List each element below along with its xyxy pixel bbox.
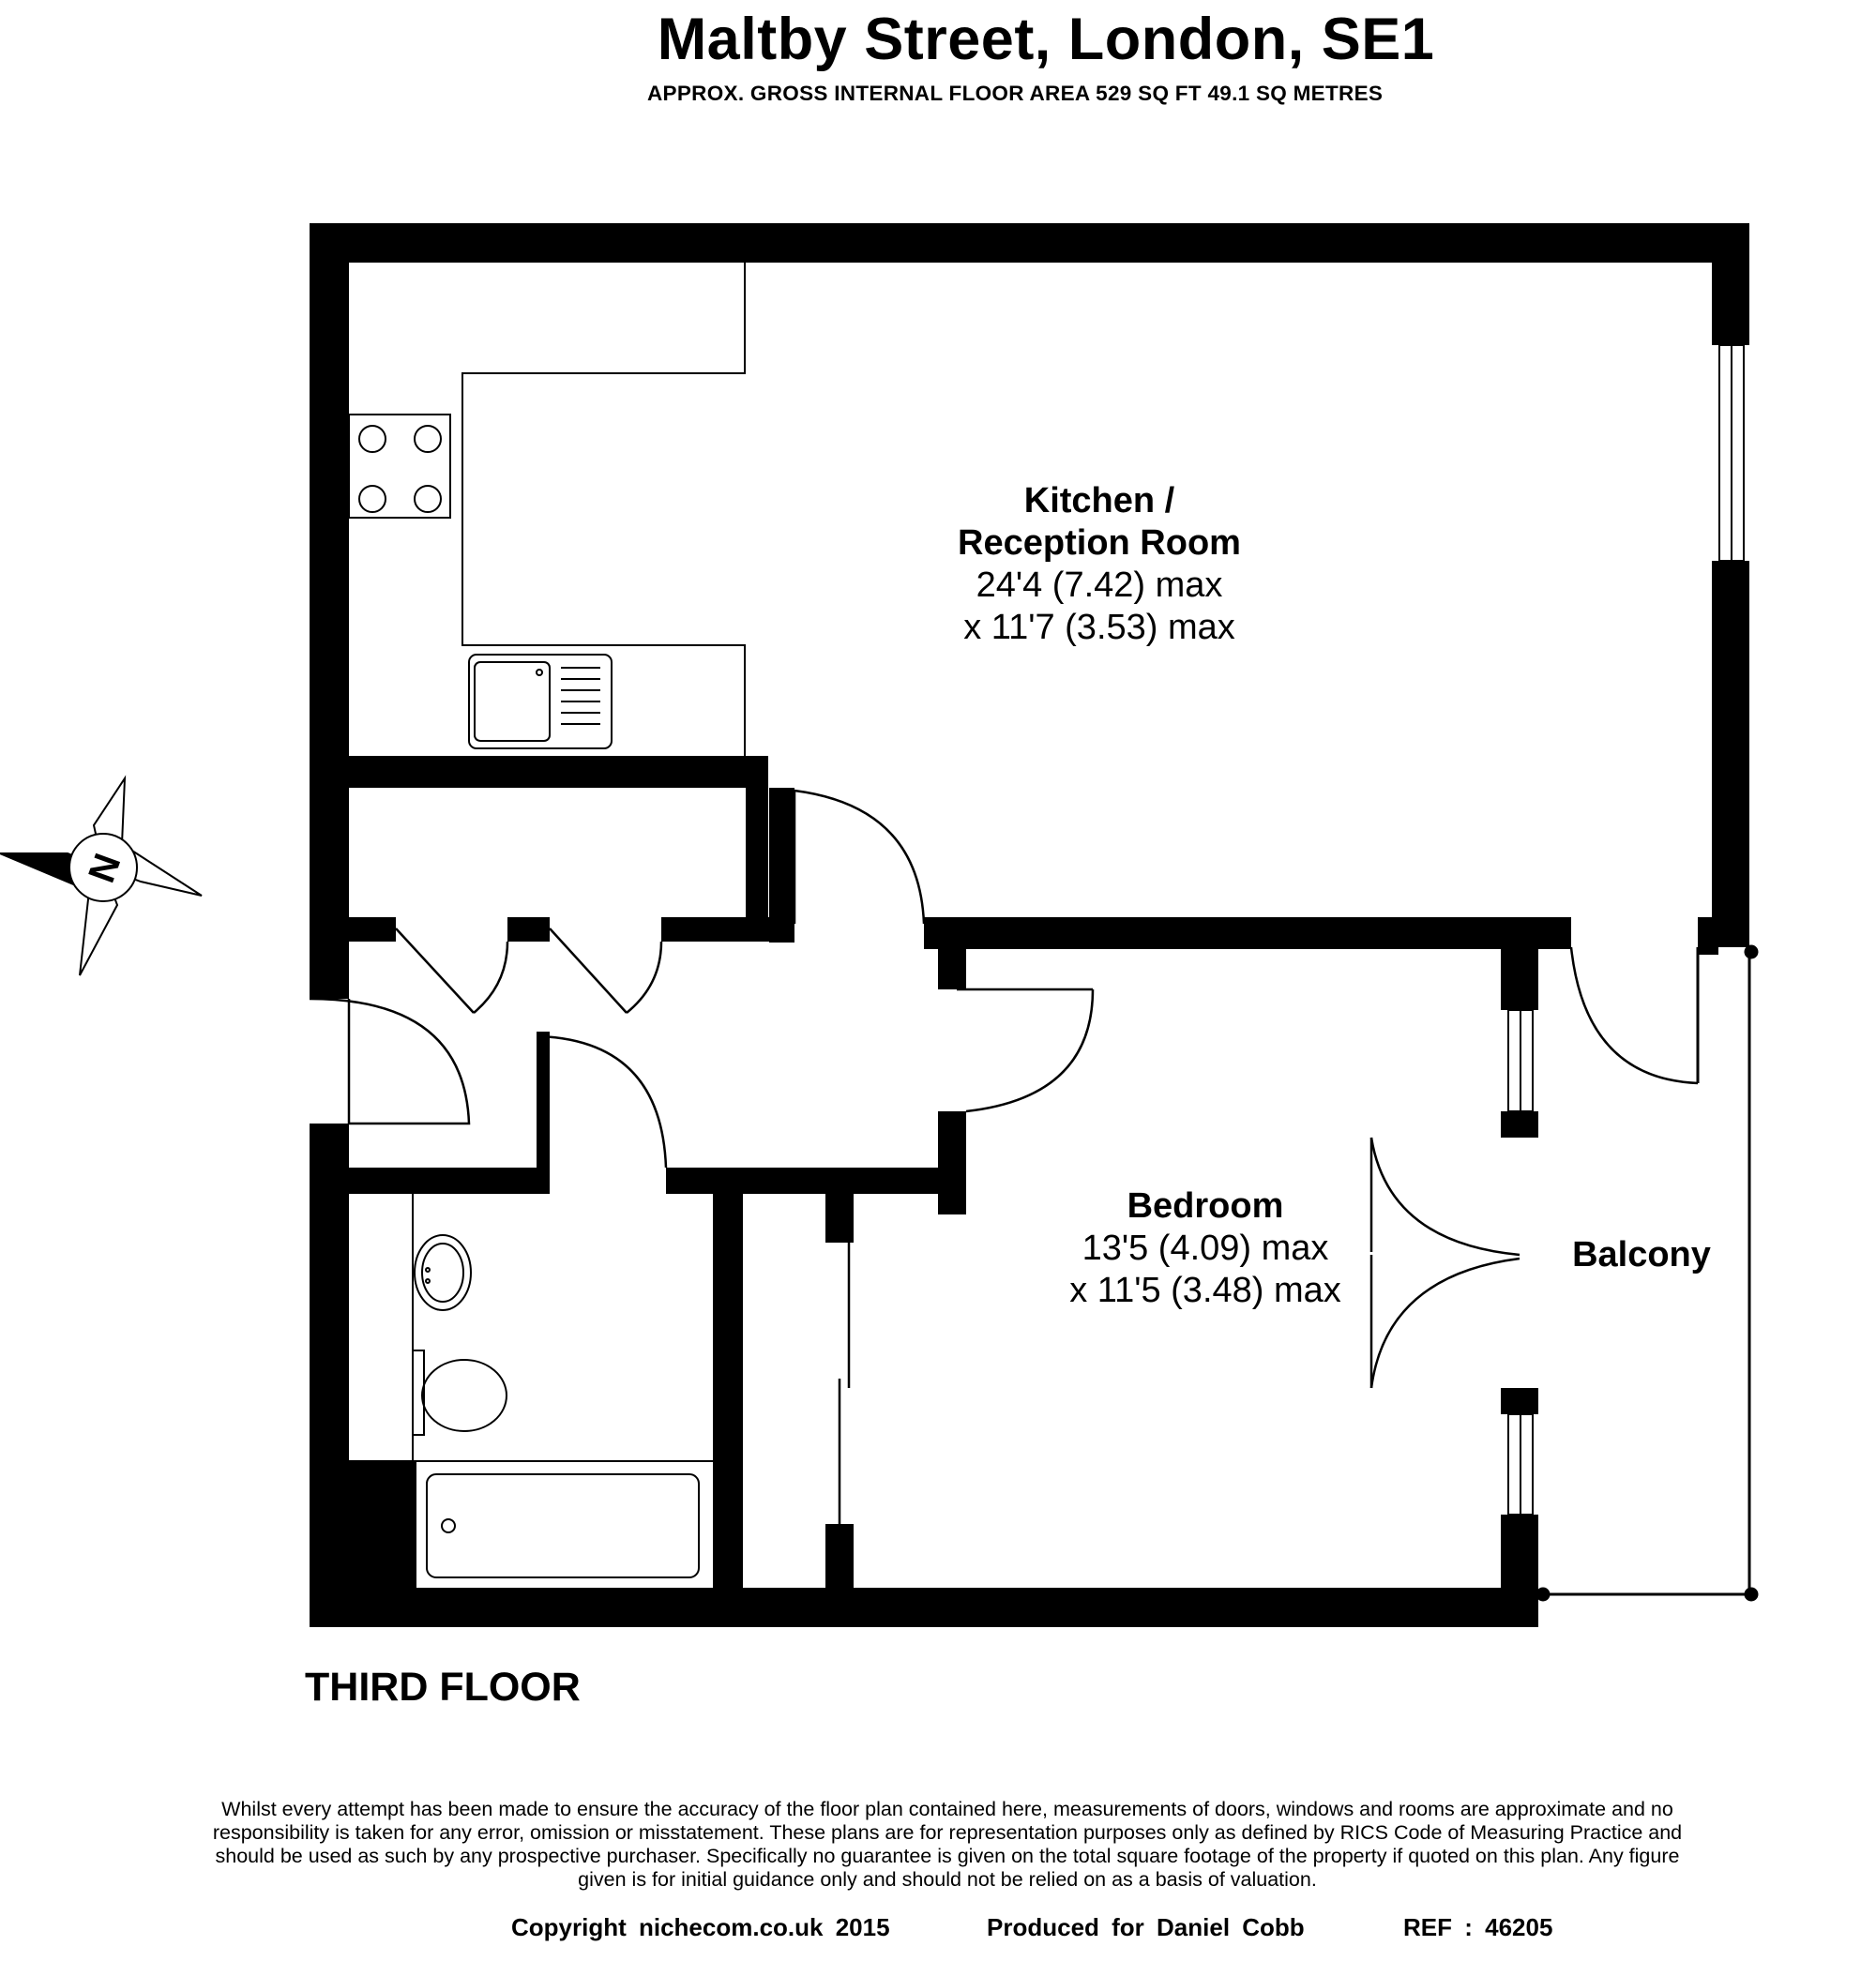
wall-right xyxy=(1712,223,1749,345)
toilet-bowl xyxy=(422,1360,507,1431)
wall-bedroom-right-top xyxy=(1501,949,1538,1010)
hob-ring xyxy=(415,486,441,512)
room-label-kitchen xyxy=(945,480,1254,649)
wall-bedroom-top xyxy=(924,917,1571,949)
room-dim-bedroom-line1: 13'5 (4.09) max xyxy=(1082,1229,1329,1268)
plan-title-text: Maltby Street, London, SE1 xyxy=(657,7,1435,72)
disclaimer-text: Whilst every attempt has been made to ensure the accuracy of the floor plan contained here, measurements of doors, windows and rooms are approximate and no responsibility is taken for any error, omission or misstatement. These plans are for representation purposes only as defined by RICS Code of Measuring Practice and should be used as such by any prospective purchaser. Specifically no guarantee is given on the total square footage of the property if quoted on this plan. Any figure given is for initial guidance only and should not be relied on as a basis of valuation. xyxy=(212,1798,1683,1891)
wall-bedroom-right-lower xyxy=(1501,1388,1538,1414)
wall-bedroom-door-post-top xyxy=(938,943,966,989)
room-label-bedroom xyxy=(1060,1185,1351,1312)
wall-bottom xyxy=(310,1588,1538,1627)
room-name-bedroom: Bedroom xyxy=(1127,1186,1284,1226)
balcony-post xyxy=(1746,1589,1757,1600)
wall-bedroom-right-bottom xyxy=(1501,1515,1538,1627)
door-entrance-swing xyxy=(310,999,469,1124)
wall-bedroom-right-mid xyxy=(1501,1111,1538,1138)
wall-wardrobe-bottom xyxy=(825,1524,854,1588)
wall-hall-top-b xyxy=(507,917,550,942)
compass-north-label: N xyxy=(81,848,129,888)
hob-ring xyxy=(415,426,441,452)
kitchen-counter xyxy=(349,263,745,756)
wall-right-lower xyxy=(1712,561,1749,947)
footer-produced-for: Produced for Daniel Cobb xyxy=(987,1913,1305,1941)
bath xyxy=(427,1474,699,1577)
doors xyxy=(310,791,1698,1524)
room-dim-kitchen-line2: x 11'7 (3.53) max xyxy=(963,608,1235,647)
wall-hall-top-a xyxy=(349,917,396,942)
door-balcony-swing xyxy=(1371,1259,1520,1388)
room-label-balcony xyxy=(1557,1234,1726,1276)
balcony-post xyxy=(1537,1589,1549,1600)
room-dim-bedroom-line2: x 11'5 (3.48) max xyxy=(1069,1271,1341,1310)
wall-store-top xyxy=(349,756,768,788)
room-name-kitchen-line2: Reception Room xyxy=(958,523,1241,563)
floor-label: THIRD FLOOR xyxy=(305,1665,581,1710)
wall-bath-right xyxy=(713,1194,743,1588)
door-bathroom-swing xyxy=(539,1036,666,1168)
wall-bath-top-a xyxy=(349,1168,537,1194)
wall-bedroom-door-post-bottom xyxy=(938,1111,966,1214)
hob-ring xyxy=(359,426,386,452)
wall-left-lower xyxy=(310,1124,349,1627)
door-store-leaf xyxy=(550,928,627,1013)
door-kitchen-balcony-swing xyxy=(1571,947,1698,1083)
door-bedroom-swing xyxy=(966,989,1093,1111)
hob xyxy=(349,415,450,518)
wall-hall-bottom xyxy=(666,1168,966,1194)
door-kitchen-swing xyxy=(794,791,924,924)
hob-ring xyxy=(359,486,386,512)
room-dim-kitchen-line1: 24'4 (7.42) max xyxy=(976,566,1223,605)
compass-rose xyxy=(0,778,202,975)
wall-store-right xyxy=(746,756,768,925)
door-store-leaf xyxy=(396,928,474,1013)
wall-left-upper xyxy=(310,223,349,999)
balcony-post xyxy=(1746,946,1757,958)
room-name-kitchen-line1: Kitchen / xyxy=(1023,481,1175,520)
floor-area-caption: APPROX. GROSS INTERNAL FLOOR AREA 529 SQ FT 49.1 SQ METRES xyxy=(647,82,1384,105)
footer-reference: REF : 46205 xyxy=(1403,1913,1553,1941)
footer-copyright: Copyright nichecom.co.uk 2015 xyxy=(511,1913,890,1941)
door-store-swing xyxy=(474,942,507,1013)
wall-balcony-post-2 xyxy=(1698,936,1718,955)
wall-bath-corner xyxy=(349,1461,416,1588)
wall-hall-left-post xyxy=(769,788,794,943)
wall-top xyxy=(310,223,1749,263)
door-balcony-swing xyxy=(1371,1138,1520,1255)
wall-wardrobe-top xyxy=(825,1194,854,1243)
room-name-balcony: Balcony xyxy=(1572,1235,1711,1275)
door-store-swing xyxy=(627,942,661,1013)
